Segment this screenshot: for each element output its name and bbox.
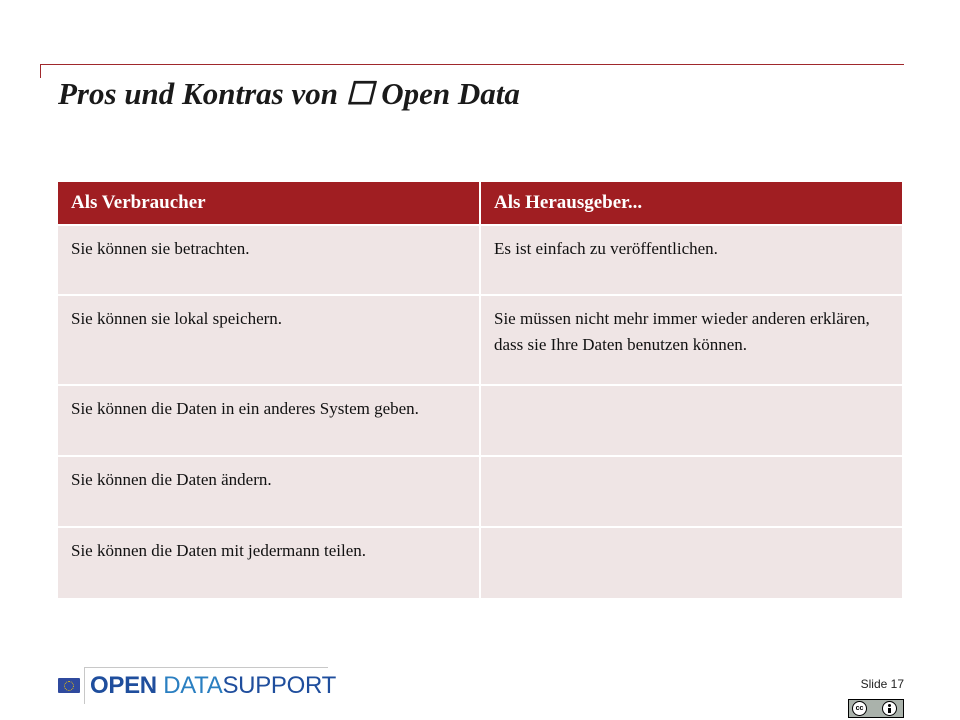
table-row: [58, 295, 902, 385]
cc-icon: cc: [852, 701, 867, 716]
logo-data: DATA: [163, 672, 223, 699]
header-publisher: Als Herausgeber...: [480, 182, 902, 225]
slide-number: Slide 17: [860, 677, 904, 691]
logo-left-rule: [84, 667, 85, 704]
table-cell-publisher: [480, 456, 902, 527]
table-row: [58, 385, 902, 456]
table-cell-publisher: Sie müssen nicht mehr immer wieder anderen erklären, dass sie Ihre Daten benutzen können.: [480, 295, 902, 385]
table-header-row: [58, 182, 902, 225]
title-divider-tick: [40, 64, 41, 78]
table-cell-publisher: Es ist einfach zu veröffentlichen.: [480, 225, 902, 295]
table-cell-consumer: Sie können sie betrachten.: [58, 225, 480, 295]
table-cell-consumer: Sie können die Daten mit jedermann teilen.: [58, 527, 480, 598]
header-consumer: Als Verbraucher: [58, 182, 480, 225]
slide-title: Pros und Kontras von ☐ Open Data: [58, 76, 520, 111]
table-cell-consumer: Sie können sie lokal speichern.: [58, 295, 480, 385]
title-divider: [40, 64, 904, 65]
table-cell-consumer: Sie können die Daten ändern.: [58, 456, 480, 527]
eu-flag-icon: [58, 678, 80, 693]
logo-top-rule: [84, 667, 328, 668]
table-row: [58, 527, 902, 598]
pros-cons-table: [58, 182, 902, 598]
open-data-support-logo: [56, 667, 336, 704]
logo-support: SUPPORT: [222, 672, 336, 699]
logo-open: OPEN: [90, 672, 157, 699]
table-cell-consumer: Sie können die Daten in ein anderes System geben.: [58, 385, 480, 456]
table-cell-publisher: [480, 385, 902, 456]
table-row: [58, 225, 902, 295]
attribution-icon: [882, 701, 897, 716]
table-row: [58, 456, 902, 527]
logo-wordmark: [90, 670, 336, 702]
table-cell-publisher: [480, 527, 902, 598]
cc-by-license-icon: [848, 699, 904, 718]
